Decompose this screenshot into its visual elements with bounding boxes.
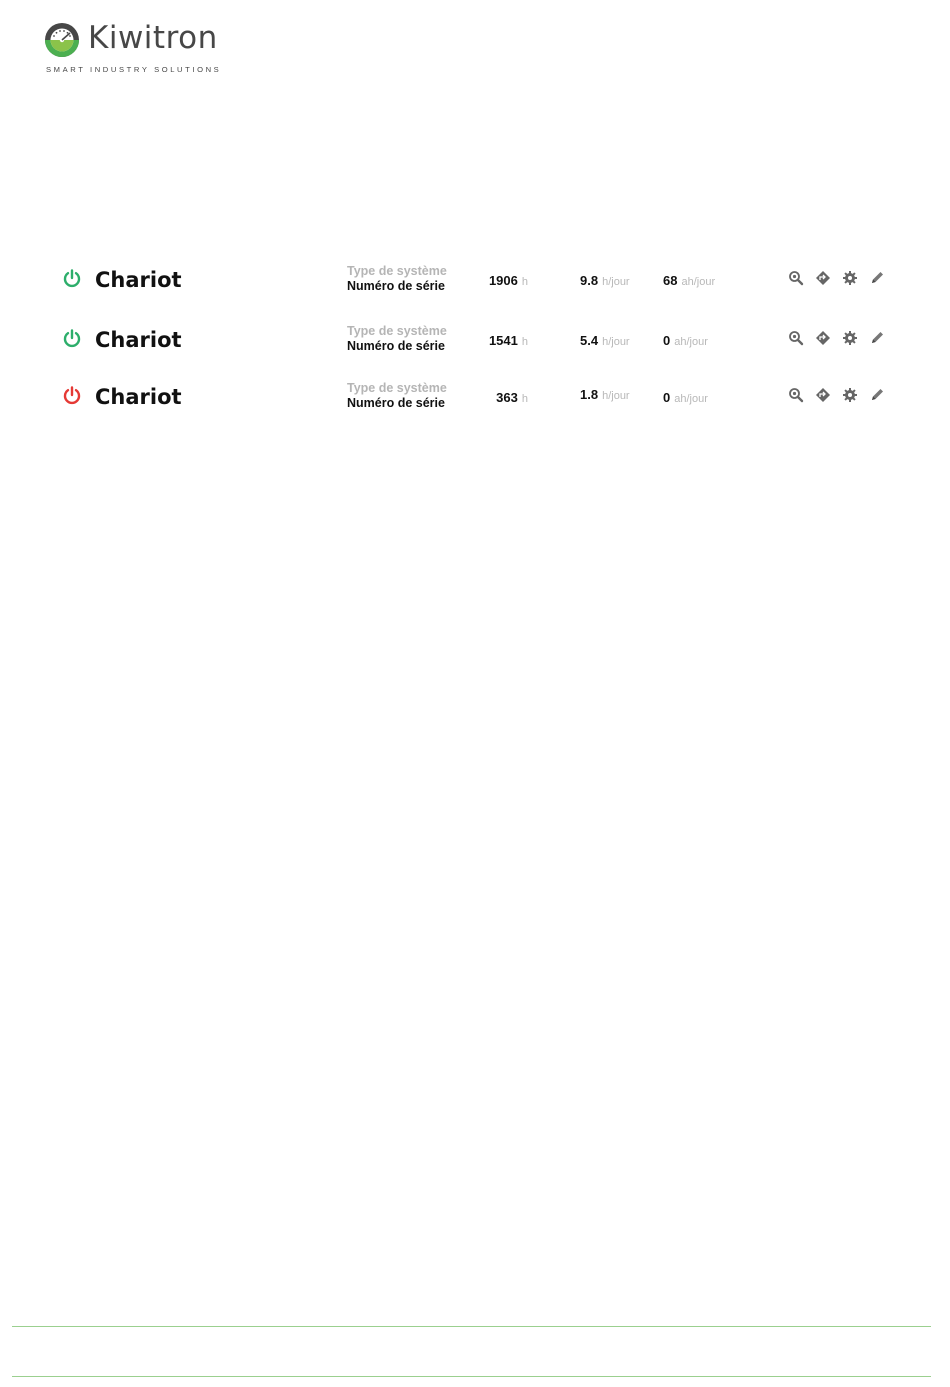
- zoom-icon: [788, 270, 804, 286]
- row-actions: [788, 387, 888, 403]
- gear-icon: [842, 270, 858, 286]
- row-actions: [788, 270, 888, 286]
- edit-button[interactable]: [869, 387, 885, 403]
- daily-hours-unit: h/jour: [602, 276, 630, 288]
- kiwi-logo-icon: [44, 22, 80, 58]
- vehicle-name: Chariot: [95, 328, 182, 352]
- edit-button[interactable]: [869, 270, 885, 286]
- edit-button[interactable]: [869, 330, 885, 346]
- system-type-label: Type de système: [347, 264, 447, 278]
- zoom-icon: [788, 330, 804, 346]
- directions-button[interactable]: [815, 330, 831, 346]
- brand-tagline: SMART INDUSTRY SOLUTIONS: [46, 65, 222, 74]
- directions-button[interactable]: [815, 270, 831, 286]
- hours-unit: h: [521, 336, 528, 348]
- settings-button[interactable]: [842, 330, 858, 346]
- ah-per-day-unit: ah/jour: [674, 336, 708, 348]
- daily-hours-value: 9.8 h/jour: [580, 273, 630, 288]
- ah-per-day-value: 0 ah/jour: [663, 333, 708, 348]
- serial-number-label: Numéro de série: [347, 396, 445, 410]
- daily-hours-value: 5.4 h/jour: [580, 333, 630, 348]
- row-actions: [788, 330, 888, 346]
- zoom-button[interactable]: [788, 270, 804, 286]
- power-status-icon: [62, 385, 82, 405]
- footer-divider-top: [12, 1326, 931, 1327]
- ah-per-day-unit: ah/jour: [674, 393, 708, 405]
- directions-icon: [815, 387, 831, 403]
- serial-number-label: Numéro de série: [347, 279, 445, 293]
- directions-icon: [815, 330, 831, 346]
- hours-value: 1906 h: [488, 273, 528, 288]
- settings-button[interactable]: [842, 387, 858, 403]
- power-status-icon: [62, 328, 82, 348]
- ah-per-day-unit: ah/jour: [681, 276, 716, 288]
- serial-number-label: Numéro de série: [347, 339, 445, 353]
- vehicle-name: Chariot: [95, 268, 182, 292]
- hours-unit: h: [521, 393, 528, 405]
- system-type-label: Type de système: [347, 381, 447, 395]
- vehicle-row: [0, 322, 950, 362]
- gear-icon: [842, 330, 858, 346]
- gear-icon: [842, 387, 858, 403]
- settings-button[interactable]: [842, 270, 858, 286]
- zoom-button[interactable]: [788, 387, 804, 403]
- vehicle-row: [0, 262, 950, 302]
- ah-per-day-value: 0 ah/jour: [663, 390, 708, 405]
- vehicle-row: [0, 379, 950, 419]
- power-status-icon: [62, 268, 82, 288]
- brand-name: Kiwitron: [88, 20, 218, 56]
- pencil-icon: [869, 330, 885, 346]
- daily-hours-unit: h/jour: [602, 336, 630, 348]
- zoom-button[interactable]: [788, 330, 804, 346]
- hours-unit: h: [521, 276, 528, 288]
- system-type-label: Type de système: [347, 324, 447, 338]
- directions-icon: [815, 270, 831, 286]
- pencil-icon: [869, 387, 885, 403]
- footer-divider-bottom: [12, 1376, 931, 1377]
- zoom-icon: [788, 387, 804, 403]
- pencil-icon: [869, 270, 885, 286]
- vehicle-name: Chariot: [95, 385, 182, 409]
- directions-button[interactable]: [815, 387, 831, 403]
- daily-hours-unit: h/jour: [602, 390, 630, 402]
- hours-value: 1541 h: [488, 333, 528, 348]
- daily-hours-value: 1.8 h/jour: [580, 387, 630, 402]
- hours-value: 363 h: [496, 390, 528, 405]
- ah-per-day-value: 68 ah/jour: [663, 273, 716, 288]
